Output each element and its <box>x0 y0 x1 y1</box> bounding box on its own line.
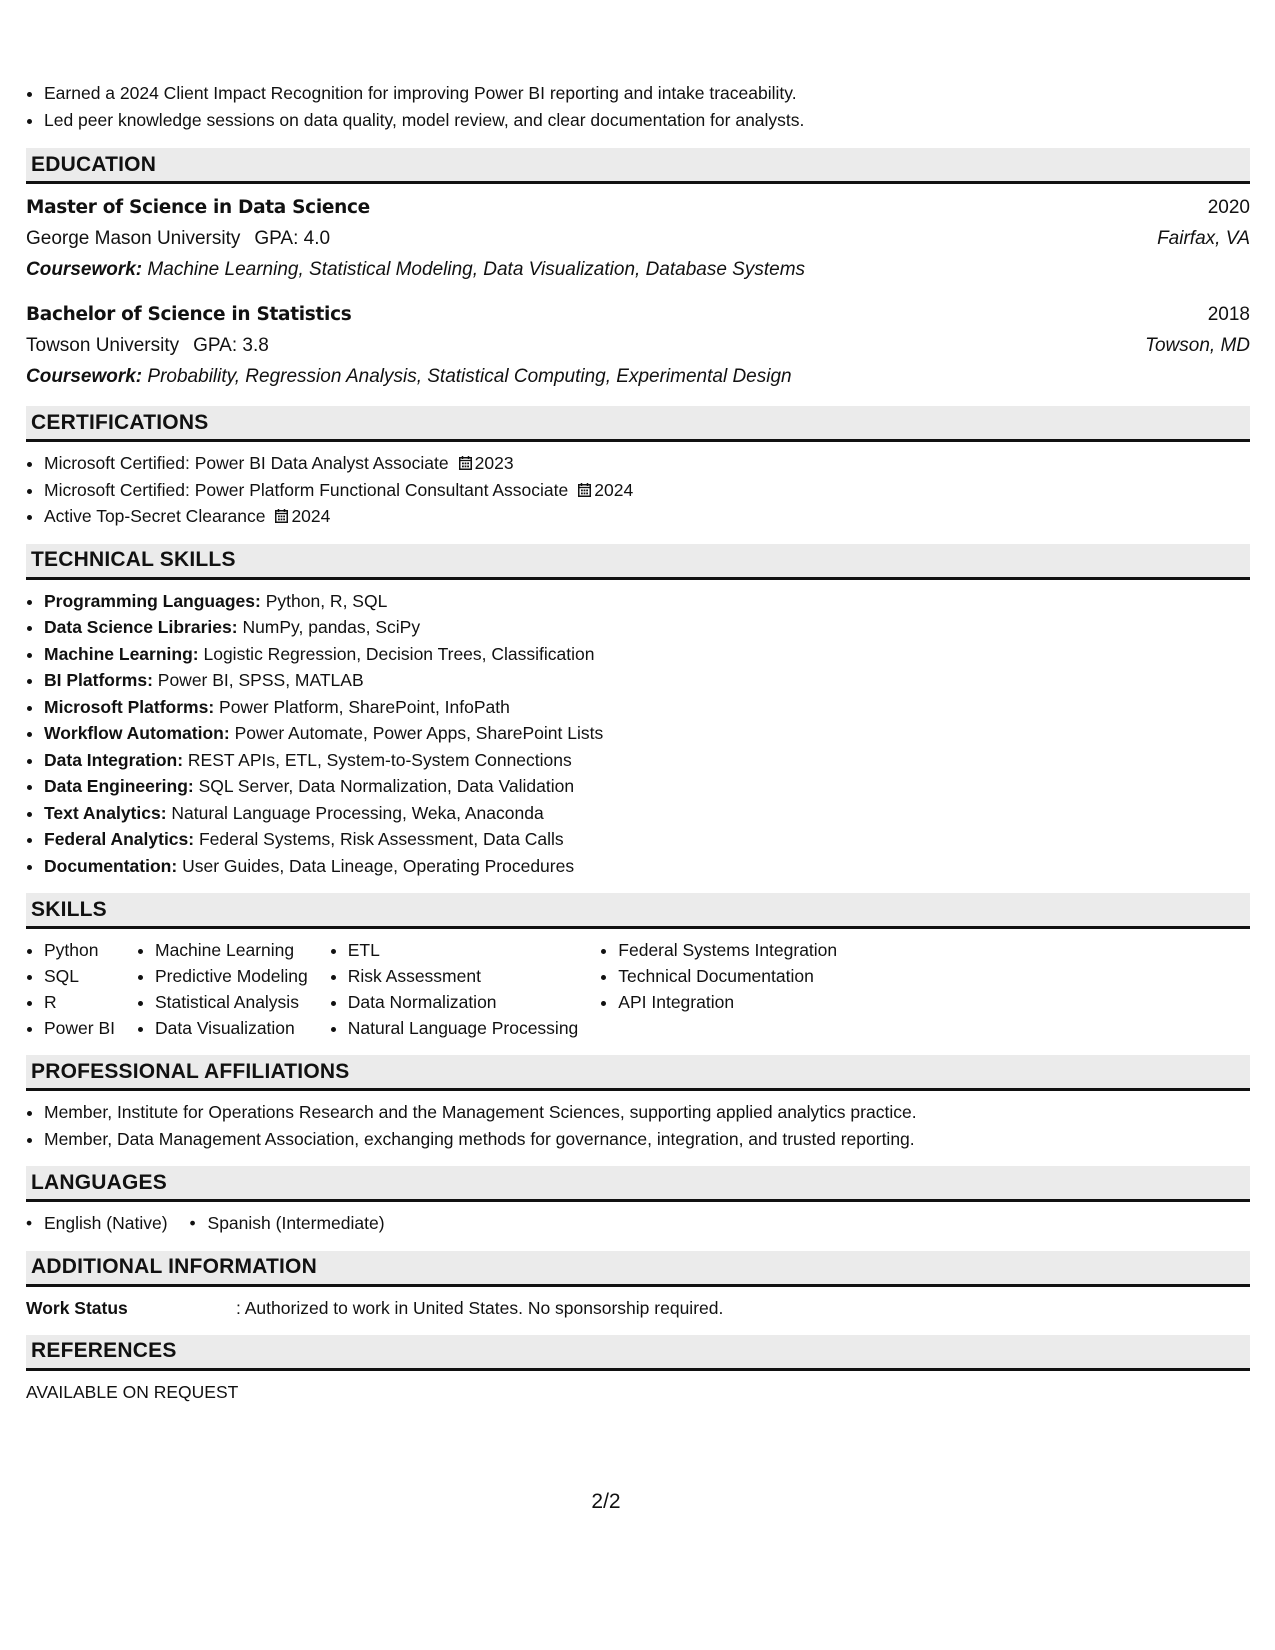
coursework <box>26 254 1250 285</box>
list-item: • ETL <box>348 937 579 963</box>
list-item <box>44 800 1250 827</box>
gpa: GPA: 4.0 <box>254 228 331 249</box>
list-item: • Risk Assessment <box>348 963 579 989</box>
list-item: • Led peer knowledge sessions on data quality, model review, and clear documentation for analysts. <box>44 107 1250 134</box>
skill-category: Programming Languages: <box>44 590 261 611</box>
skill-values: NumPy, pandas, SciPy <box>242 617 421 637</box>
section-title: ADDITIONAL INFORMATION <box>31 1255 317 1278</box>
list-item <box>44 503 1250 530</box>
list-item: • R <box>44 989 115 1015</box>
list-item <box>44 477 1250 504</box>
skill-category: Data Science Libraries: <box>44 617 238 637</box>
location: Towson, MD <box>1145 335 1250 356</box>
skill-category: Data Engineering: <box>44 776 194 796</box>
skills-column <box>137 937 308 1041</box>
coursework-label: Coursework: <box>26 366 143 387</box>
work-status-row <box>26 1295 1250 1321</box>
technical-skills-header <box>26 544 1250 580</box>
graduation-year: 2018 <box>1207 304 1250 325</box>
calendar-icon <box>578 483 591 497</box>
list-item: • Spanish (Intermediate) <box>190 1210 385 1237</box>
coursework <box>26 361 1250 392</box>
list-item: • Data Visualization <box>155 1015 308 1041</box>
technical-skills-list <box>26 588 1250 880</box>
skill-values: Power Platform, SharePoint, InfoPath <box>219 696 510 717</box>
skills-column <box>26 937 115 1041</box>
certification-name: Active Top-Secret Clearance <box>44 506 266 526</box>
certification-name: Microsoft Certified: Power Platform Functional Consultant Associate <box>44 479 569 500</box>
work-status-label: Work Status <box>26 1297 128 1318</box>
list-item: • Member, Institute for Operations Research and the Management Sciences, supporting applied analytics practice. <box>44 1099 1250 1126</box>
languages-list <box>26 1210 1250 1237</box>
calendar-icon <box>275 509 288 523</box>
list-item: • Predictive Modeling <box>155 963 308 989</box>
languages-header <box>26 1166 1250 1202</box>
section-title: LANGUAGES <box>31 1170 167 1194</box>
work-status-value: : Authorized to work in United States. No sponsorship required. <box>236 1297 724 1318</box>
skill-values: Power Automate, Power Apps, SharePoint Lists <box>234 723 604 743</box>
section-title: PROFESSIONAL AFFILIATIONS <box>31 1059 350 1083</box>
skill-category: BI Platforms: <box>44 670 153 690</box>
list-item <box>44 720 1250 747</box>
list-item: • Statistical Analysis <box>155 989 308 1015</box>
gpa: GPA: 3.8 <box>193 335 269 356</box>
skill-values: Natural Language Processing, Weka, Anaconda <box>171 802 544 823</box>
list-item <box>44 747 1250 774</box>
list-item <box>44 450 1250 477</box>
certification-name: Microsoft Certified: Power BI Data Analyst Associate <box>44 453 449 473</box>
list-item <box>44 667 1250 694</box>
education-section <box>26 192 1250 392</box>
list-item: • Natural Language Processing <box>348 1015 579 1041</box>
degree: Bachelor of Science in Statistics <box>26 304 352 325</box>
graduation-year: 2020 <box>1207 197 1250 218</box>
skill-values: REST APIs, ETL, System-to-System Connections <box>187 749 572 770</box>
list-item <box>44 853 1250 880</box>
section-title: EDUCATION <box>31 152 157 176</box>
list-item <box>44 641 1250 668</box>
skill-category: Microsoft Platforms: <box>44 696 215 717</box>
list-item: • Python <box>44 937 115 963</box>
school: George Mason University <box>26 228 241 249</box>
skill-category: Documentation: <box>44 855 178 876</box>
education-entry <box>26 192 1250 285</box>
page-number: 2/2 <box>591 1490 621 1513</box>
affiliations-header <box>26 1055 1250 1091</box>
degree: Master of Science in Data Science <box>26 197 370 218</box>
education-header <box>26 148 1250 184</box>
skill-values: Federal Systems, Risk Assessment, Data Calls <box>198 829 564 849</box>
education-entry <box>26 299 1250 392</box>
skills-column <box>600 937 837 1041</box>
resume-page <box>26 80 1250 1405</box>
coursework-list: Probability, Regression Analysis, Statistical Computing, Experimental Design <box>147 366 792 387</box>
section-title: SKILLS <box>31 897 107 921</box>
list-item: • English (Native) <box>26 1210 168 1237</box>
list-item: • SQL <box>44 963 115 989</box>
skill-category: Text Analytics: <box>44 802 167 823</box>
list-item: • Member, Data Management Association, exchanging methods for governance, integration, and trusted reporting. <box>44 1126 1250 1153</box>
coursework-label: Coursework: <box>26 259 143 280</box>
list-item: • API Integration <box>618 989 837 1015</box>
list-item: • Technical Documentation <box>618 963 837 989</box>
skills-header <box>26 893 1250 929</box>
skill-category: Data Integration: <box>44 749 184 770</box>
skill-category: Machine Learning: <box>44 643 199 664</box>
certification-year: 2024 <box>291 506 331 526</box>
affiliations-list <box>26 1099 1250 1152</box>
calendar-icon <box>459 456 472 470</box>
skill-values: User Guides, Data Lineage, Operating Procedures <box>182 855 575 876</box>
skill-values: Power BI, SPSS, MATLAB <box>157 670 364 690</box>
list-item <box>44 694 1250 721</box>
certification-year: 2023 <box>474 453 514 473</box>
certifications-header <box>26 406 1250 442</box>
location: Fairfax, VA <box>1157 228 1250 249</box>
list-item: • Machine Learning <box>155 937 308 963</box>
list-item: • Federal Systems Integration <box>618 937 837 963</box>
certifications-list <box>26 450 1250 530</box>
coursework-list: Machine Learning, Statistical Modeling, Data Visualization, Database Systems <box>147 259 806 280</box>
list-item: • Power BI <box>44 1015 115 1041</box>
skills-columns <box>26 937 1250 1041</box>
skill-category: Federal Analytics: <box>44 829 195 849</box>
section-title: CERTIFICATIONS <box>31 410 209 434</box>
list-item <box>44 773 1250 800</box>
list-item <box>44 588 1250 615</box>
section-title: REFERENCES <box>31 1339 177 1362</box>
skills-column <box>330 937 579 1041</box>
skill-values: SQL Server, Data Normalization, Data Validation <box>198 776 575 796</box>
certification-year: 2024 <box>594 479 634 500</box>
experience-bullets <box>26 80 1250 134</box>
list-item: • Data Normalization <box>348 989 579 1015</box>
skill-values: Logistic Regression, Decision Trees, Classification <box>203 643 595 664</box>
references-header <box>26 1335 1250 1371</box>
references-text: AVAILABLE ON REQUEST <box>26 1381 239 1402</box>
section-title: TECHNICAL SKILLS <box>31 548 236 571</box>
list-item <box>44 614 1250 641</box>
skill-category: Workflow Automation: <box>44 723 230 743</box>
list-item: • Earned a 2024 Client Impact Recognition for improving Power BI reporting and intake traceability. <box>44 80 1250 107</box>
school: Towson University <box>26 335 180 356</box>
additional-info-header <box>26 1251 1250 1287</box>
skill-values: Python, R, SQL <box>265 590 388 611</box>
list-item <box>44 826 1250 853</box>
